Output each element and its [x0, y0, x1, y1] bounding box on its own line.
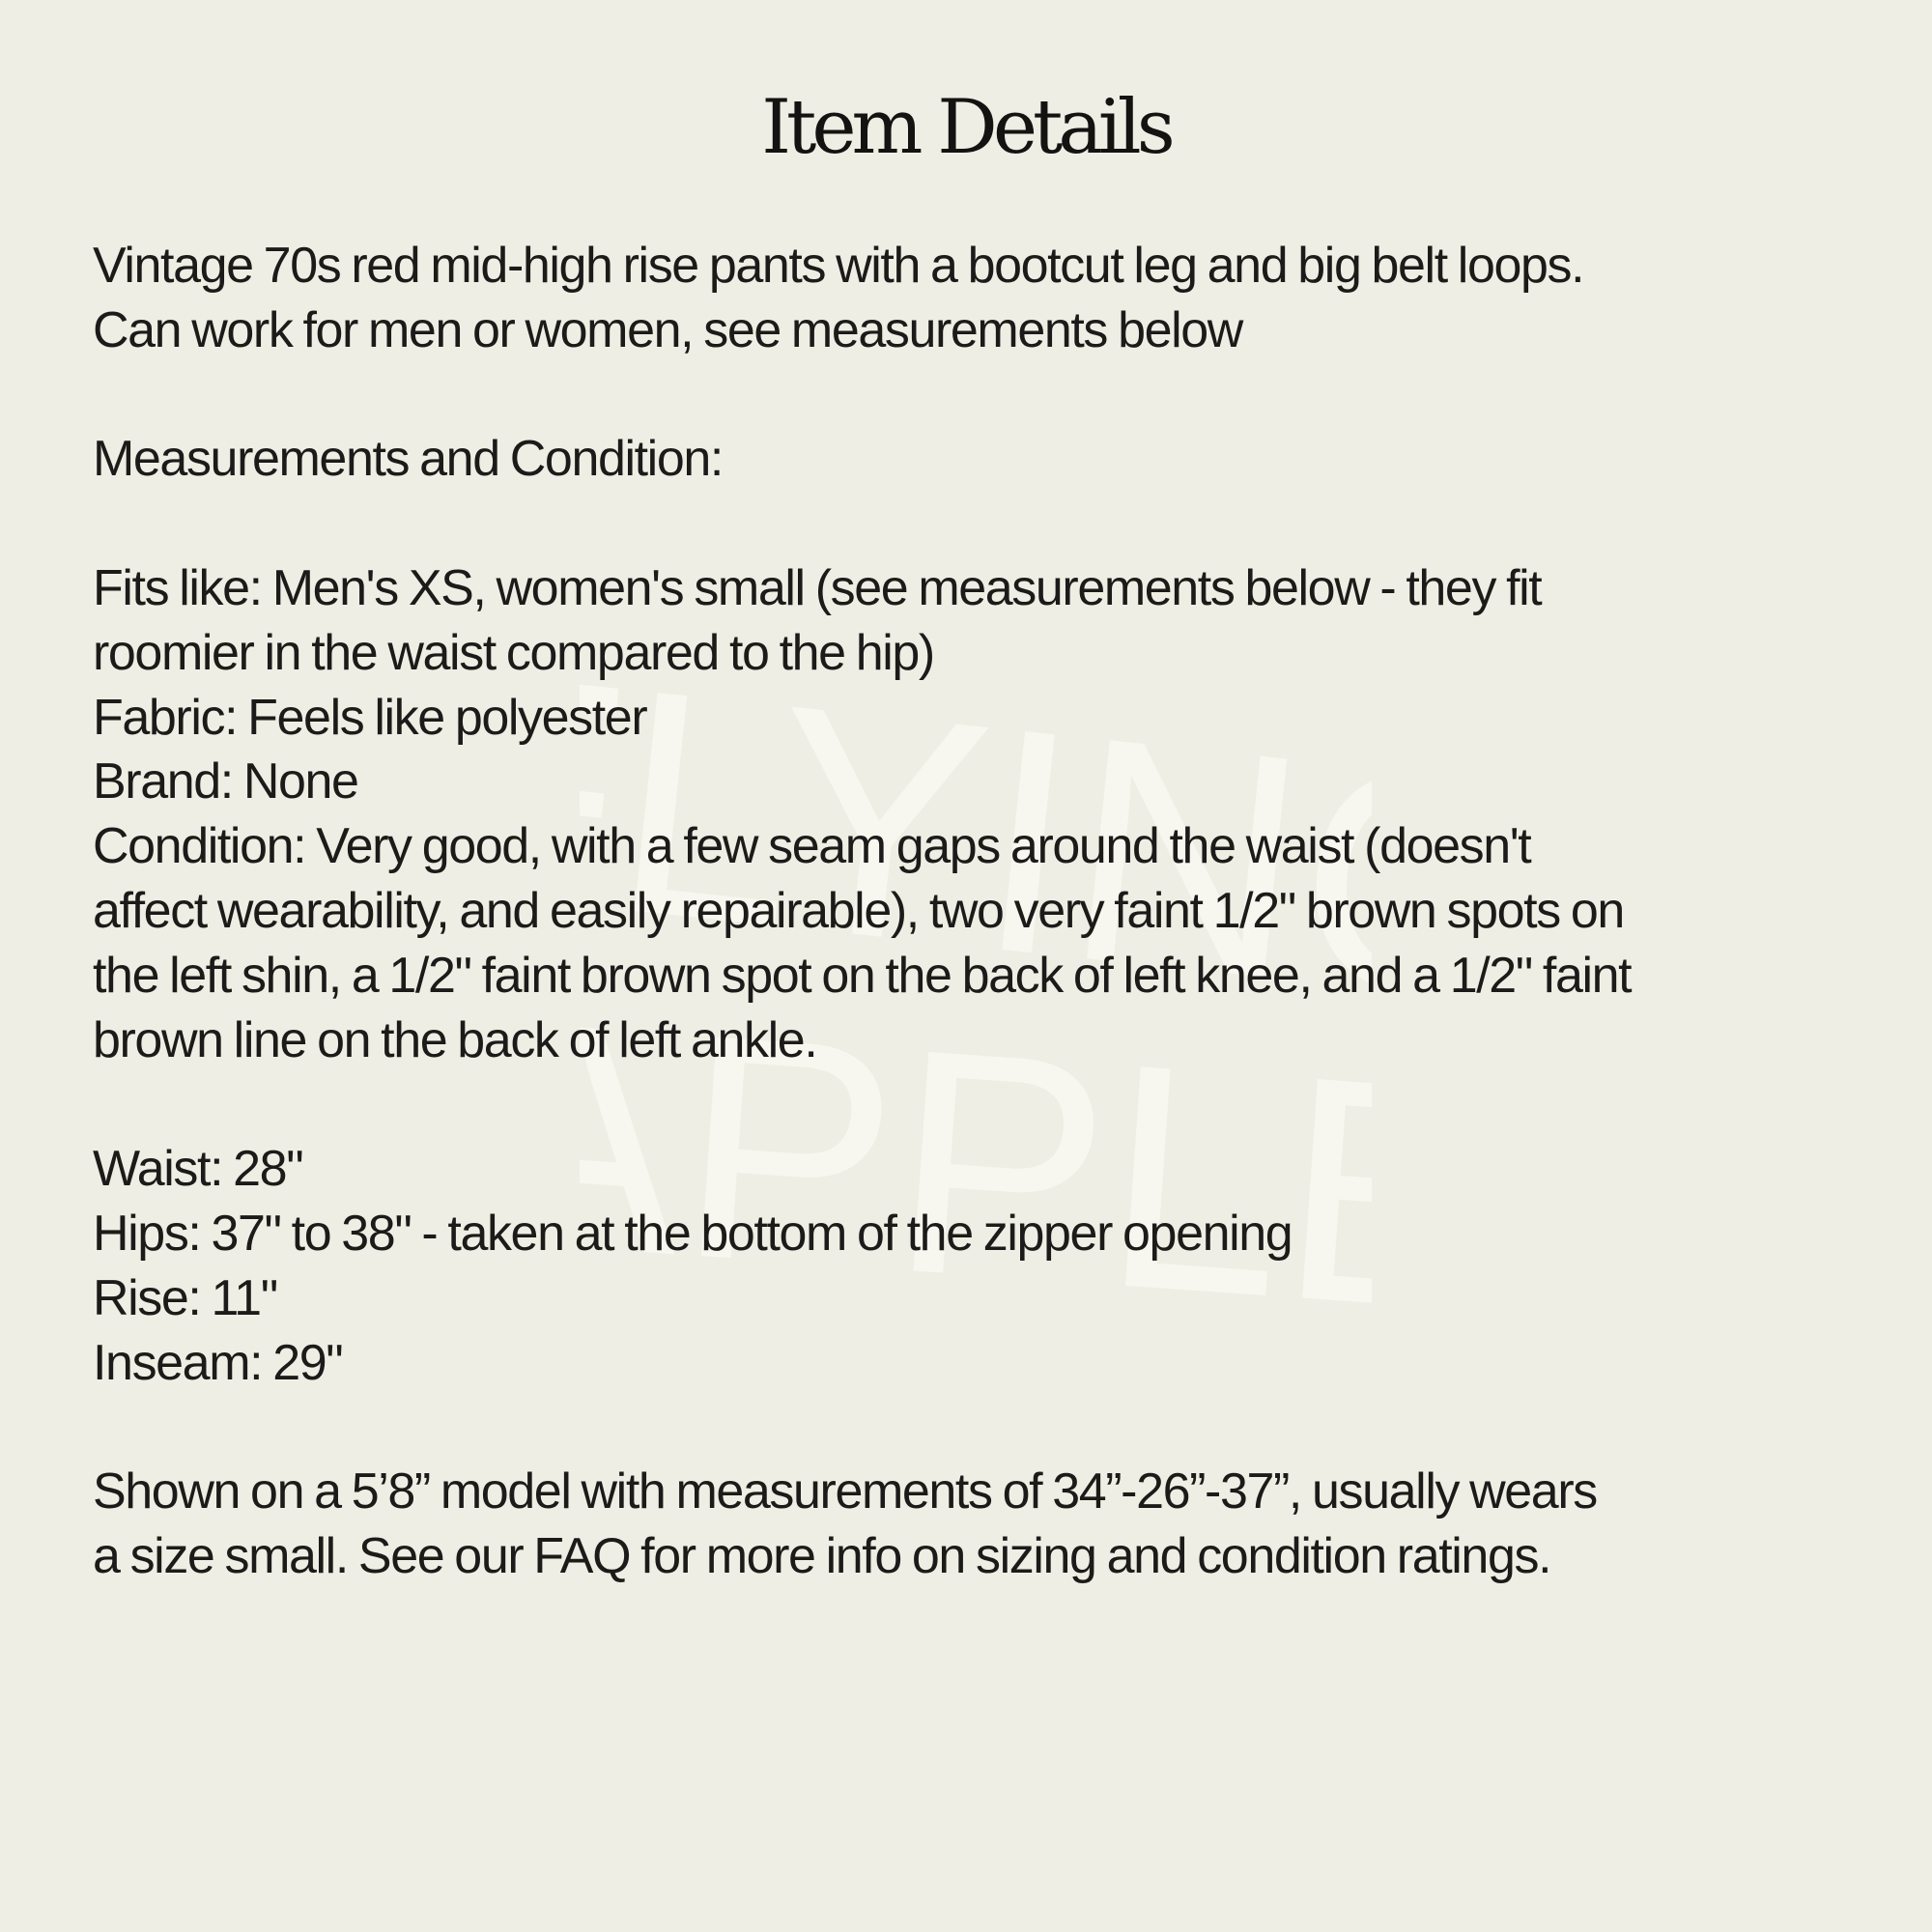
fits-like-line: roomier in the waist compared to the hip): [93, 624, 934, 681]
description-line: Can work for men or women, see measurements below: [93, 301, 1242, 358]
waist-measurement: Waist: 28": [93, 1141, 303, 1198]
condition-line: Condition: Very good, with a few seam gaps around the waist (doesn't: [93, 818, 1531, 875]
spacer: [93, 363, 1870, 428]
inseam-measurement: Inseam: 29": [93, 1334, 343, 1391]
item-details-panel: [93, 0, 1861, 1932]
spacer: [93, 492, 1870, 556]
fits-like-line: Fits like: Men's XS, women's small (see measurements below - they fit: [93, 559, 1542, 616]
hips-measurement: Hips: 37" to 38" - taken at the bottom of the zipper opening: [93, 1205, 1293, 1262]
svg-text:APPLE: APPLE: [580, 951, 1372, 1352]
model-note-line: Shown on a 5’8” model with measurements of 34”-26”-37”, usually wears: [93, 1463, 1597, 1520]
spacer: [93, 1395, 1870, 1460]
svg-text:FLYING: FLYING: [580, 657, 1372, 1073]
page-title: Item Details: [761, 84, 1171, 171]
condition-line: affect wearability, and easily repairable), two very faint 1/2" brown spots on: [93, 882, 1624, 939]
spacer: [93, 1072, 1870, 1137]
model-note-line: a size small. See our FAQ for more info on sizing and condition ratings.: [93, 1527, 1551, 1584]
rise-measurement: Rise: 11": [93, 1269, 277, 1326]
condition-line: brown line on the back of left ankle.: [93, 1011, 817, 1068]
item-description: [93, 234, 1870, 1589]
condition-line: the left shin, a 1/2" faint brown spot on the back of left knee, and a 1/2" faint: [93, 947, 1632, 1004]
section-heading: Measurements and Condition:: [93, 431, 723, 488]
fabric-line: Fabric: Feels like polyester: [93, 689, 647, 746]
description-line: Vintage 70s red mid-high rise pants with a bootcut leg and big belt loops.: [93, 238, 1584, 294]
brand-line: Brand: None: [93, 753, 358, 810]
